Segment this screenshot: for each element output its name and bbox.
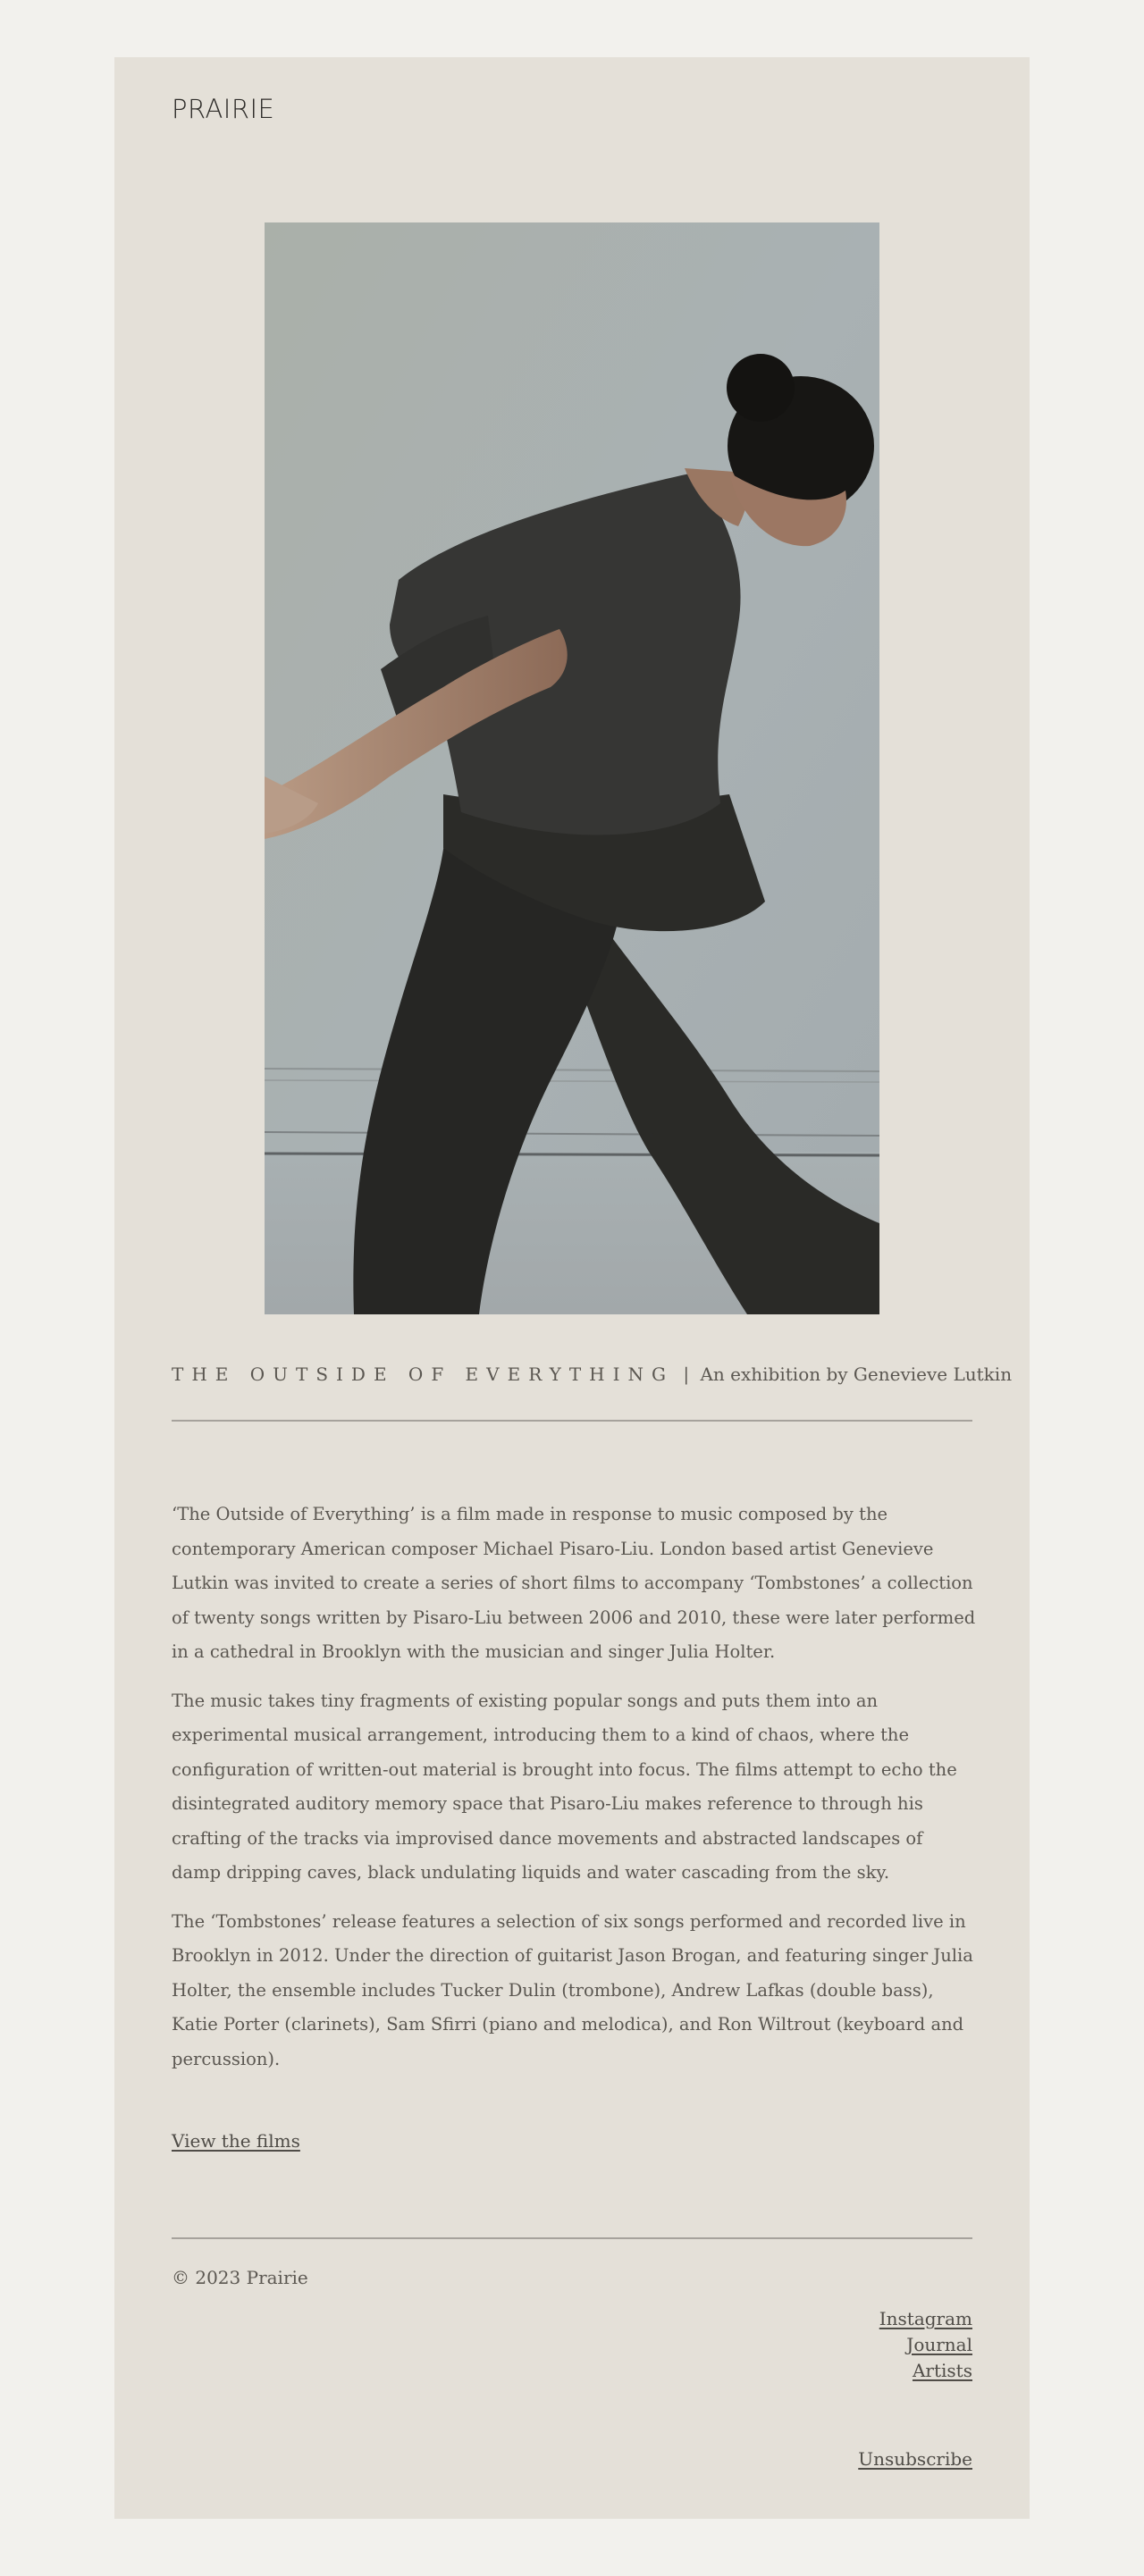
description <box>172 1498 976 2091</box>
heading-separator: | <box>683 1364 690 1385</box>
exhibition-subtitle: An exhibition by Genevieve Lutkin <box>700 1364 1013 1385</box>
dancer-photo <box>265 222 879 1314</box>
exhibition-title: THE OUTSIDE OF EVERYTHING <box>172 1364 675 1385</box>
paragraph: The ‘Tombstones’ release features a selection of six songs performed and recorded live in Brooklyn in 2012. Under the direction of guitarist Jason Brogan, and featuring singer Julia Holter, the ensemble includes Tucker Dulin (trombone), Andrew Lafkas (double bass), Katie Porter (clarinets), Sam Sfirri (piano and melodica), and Ron Wiltrout (keyboard and percussion). <box>172 1910 973 2069</box>
divider-bottom <box>172 2237 972 2239</box>
dancer-illustration <box>265 222 879 1314</box>
email-card <box>114 57 1030 2519</box>
journal-link[interactable]: Journal <box>906 2334 972 2355</box>
view-films-link[interactable]: View the films <box>172 2130 300 2152</box>
paragraph: ‘The Outside of Everything’ is a film made in response to music composed by the contemporary American composer Michael Pisaro-Liu. London based artist Genevieve Lutkin was invited to create a series of short films to accompany ‘Tombstones’ a collection of twenty songs written by Pisaro-Liu between 2006 and 2010, these were later performed in a cathedral in Brooklyn with the musician and singer Julia Holter. <box>172 1504 976 1662</box>
copyright: © 2023 Prairie <box>172 2267 308 2288</box>
artists-link[interactable]: Artists <box>912 2360 972 2381</box>
footer-links <box>879 2306 972 2384</box>
instagram-link[interactable]: Instagram <box>879 2308 972 2329</box>
exhibition-heading <box>172 1364 1013 1385</box>
unsubscribe-link[interactable]: Unsubscribe <box>858 2448 972 2470</box>
paragraph: The music takes tiny fragments of existing popular songs and puts them into an experimental musical arrangement, introducing them to a kind of chaos, where the configuration of written-out material is brought into focus. The films attempt to echo the disintegrated auditory memory space that Pisaro-Liu makes reference to through his crafting of the tracks via improvised dance movements and abstracted landscapes of damp dripping caves, black undulating liquids and water cascading from the sky. <box>172 1690 957 1883</box>
brand-logo[interactable]: PRAIRIE <box>172 94 275 124</box>
divider-top <box>172 1420 972 1422</box>
